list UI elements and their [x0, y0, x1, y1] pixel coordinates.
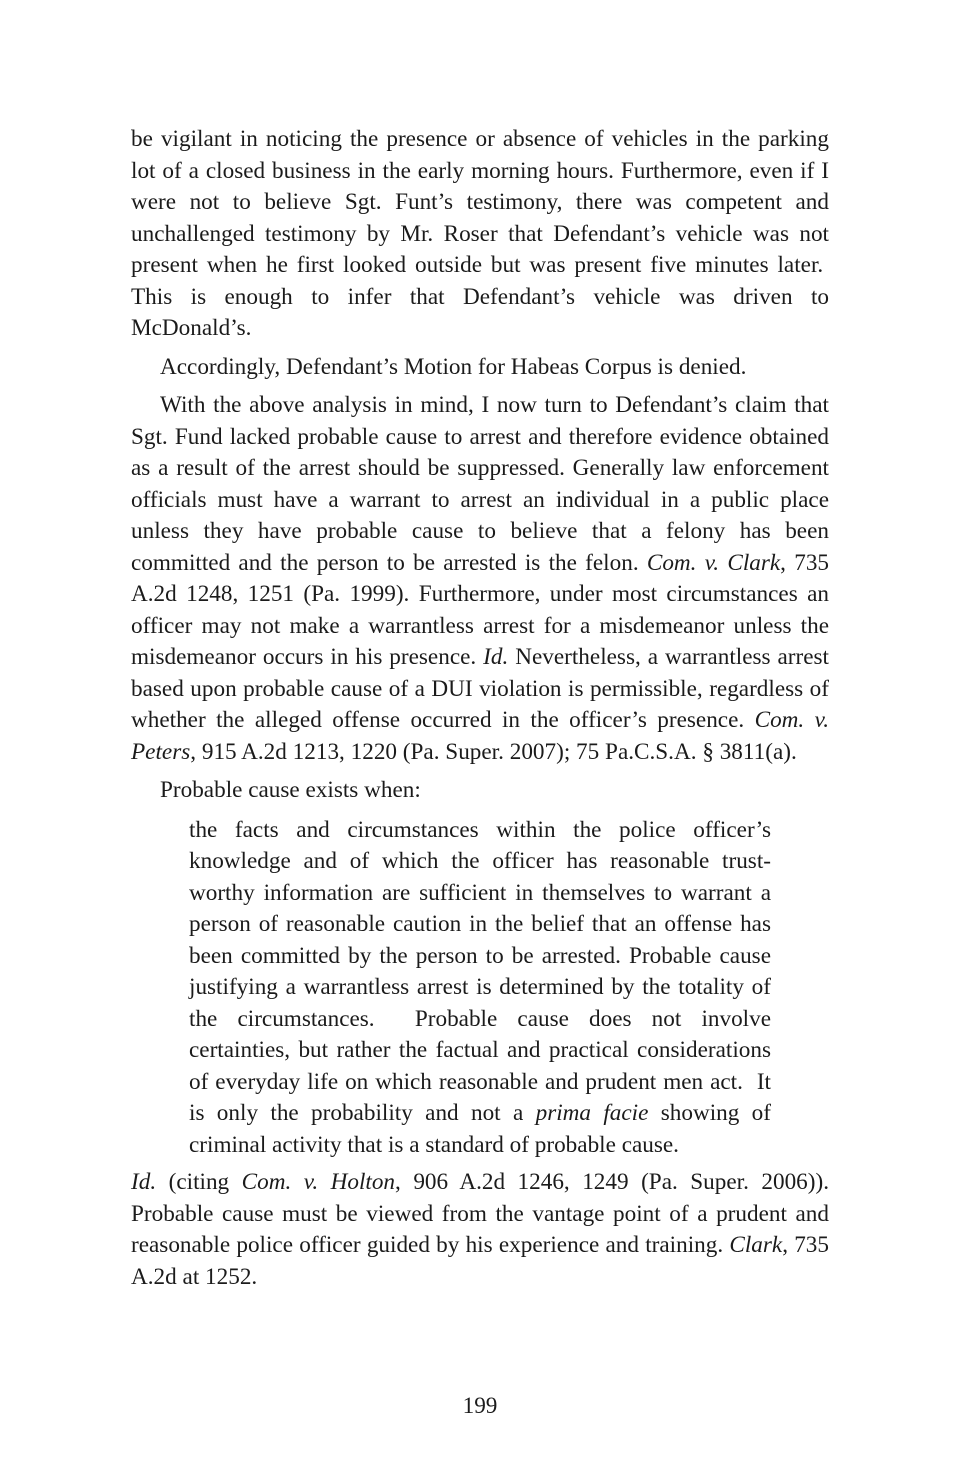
text-run: (citing — [156, 1169, 242, 1195]
document-page — [131, 124, 829, 1293]
case-citation: Id. — [483, 644, 509, 670]
text-run: , 735 A.2d 1248, 1251 (Pa. 1999). Furthermore, under most circumstances an officer may not make a warrantless arrest for a misdemeanor unless the misdemeanor occurs in his presence. — [131, 549, 830, 670]
paragraph-habeas-denied: Accordingly, Defendant’s Motion for Habeas Corpus is denied. — [160, 353, 747, 380]
case-citation: Com. v. Peters — [131, 707, 829, 765]
block-quote — [189, 815, 771, 1162]
text-run: Nevertheless, a warrantless arrest based upon probable cause of a DUI violation is permissible, regardless of whether the alleged offense occurred in the officer’s presence. — [131, 644, 829, 733]
italic-term: prima facie — [535, 1100, 649, 1126]
text-run: , 735 A.2d at 1252. — [131, 1232, 829, 1290]
paragraph-probable-cause-intro: Probable cause exists when: — [160, 777, 421, 803]
text-run: the facts and circumstances within the police officer’s knowledge and of which the officer has reasonable trustworthy information are sufficient in themselves to warrant a person of reasonable caution in the belief that an offense has been committed by the person to be arrested. Probable cause justifying a warrantless arrest is determined by the totality of the circumstances. Probable cause does not involve certainties, but rather the factual and practical considerations of everyday life on which reasonable and prudent men act. It is only the probability and not a — [189, 816, 771, 1126]
text-run: showing of criminal activity that is a standard of probable cause. — [189, 1100, 771, 1158]
case-citation: Clark — [729, 1232, 783, 1258]
text-run: , 915 A.2d 1213, 1220 (Pa. Super. 2007); 75 Pa.C.S.A. § 3811(a). — [190, 738, 797, 765]
paragraph-closing — [131, 1167, 829, 1293]
case-citation: Com. v. Clark — [646, 549, 781, 576]
page-number: 199 — [462, 1393, 498, 1419]
text-run: , 906 A.2d 1246, 1249 (Pa. Super. 2006)). Probable cause must be viewed from the vantage point of a prudent and reasonable police officer guided by his experience and training. — [131, 1169, 830, 1258]
paragraph-vehicle-presence: be vigilant in noticing the presence or absence of vehicles in the parking lot of a closed business in the early morning hours. Furthermore, even if I were not to believe Sgt. Funt’s testimony, there was competent and unchallenged testimony by Mr. Roser that Defendant’s vehicle was not present when he first looked outside but was present five minutes later. This is enough to infer that Defendant’s vehicle was driven to McDonald’s. — [131, 126, 829, 341]
paragraph-probable-cause-analysis — [131, 390, 829, 768]
case-citation: Com. v. Holton — [241, 1169, 396, 1195]
case-citation: Id. — [131, 1169, 157, 1195]
text-run: With the above analysis in mind, I now turn to Defendant’s claim that Sgt. Fund lacked probable cause to arrest and therefore evidence obtained as a result of the arrest should be suppressed. Generally law enforcement officials must have a warrant to arrest an individual in a public place unless they have probable cause to believe that a felony has been committed and the person to be arrested is the felon. — [131, 392, 829, 576]
